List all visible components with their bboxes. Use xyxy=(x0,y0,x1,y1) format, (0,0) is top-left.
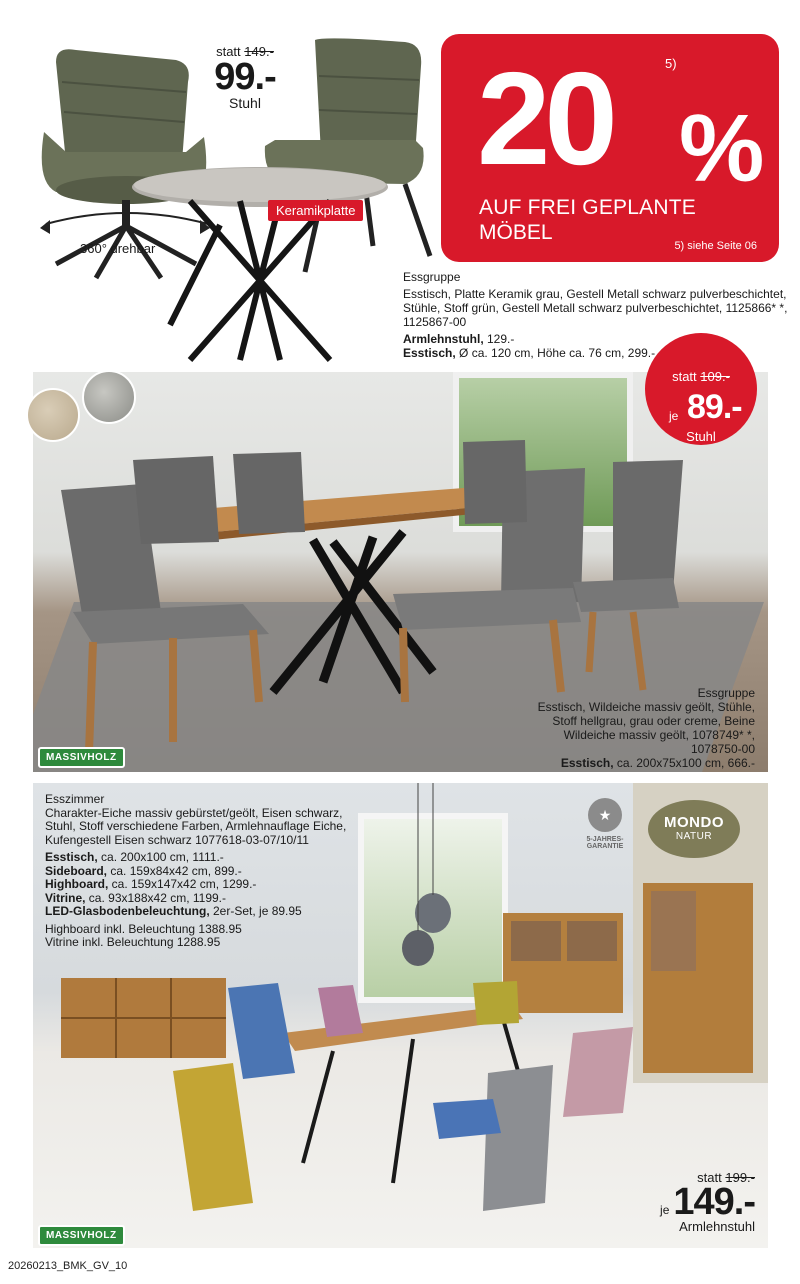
item-value: ca. 200x100 cm, 1111.- xyxy=(97,850,224,864)
current-price-line xyxy=(615,1181,755,1223)
description-heading: Esszimmer xyxy=(45,792,105,806)
keramik-badge: Keramikplatte xyxy=(268,200,363,221)
massivholz-badge: MASSIVHOLZ xyxy=(38,747,125,768)
garantie-badge xyxy=(580,798,630,850)
current-price: 99.- xyxy=(214,56,276,98)
old-price-line xyxy=(645,369,757,384)
chair-price-circle xyxy=(645,333,757,445)
footer-code: 20260213_BMK_GV_10 xyxy=(8,1260,128,1272)
promo-percent-sign: % xyxy=(679,95,765,202)
promo-line2: MÖBEL xyxy=(479,221,553,244)
promo-footnote: 5) xyxy=(665,56,677,71)
item-value: 129.- xyxy=(483,332,515,346)
item-value: 2er-Set, je 89.95 xyxy=(209,904,302,918)
bottom-product-description xyxy=(45,793,365,954)
armchair-price-block xyxy=(615,1170,755,1234)
old-price: 199.- xyxy=(725,1170,755,1185)
description-item xyxy=(535,756,755,770)
item-value: ca. 159x84x42 cm, 899.- xyxy=(107,863,242,878)
current-price: 149.- xyxy=(673,1181,755,1223)
massivholz-badge: MASSIVHOLZ xyxy=(38,1225,125,1246)
extra-line: Highboard inkl. Beleuchtung 1388.95 xyxy=(45,921,242,936)
rotate-label: 360° drehbar xyxy=(80,241,156,256)
item-label: Esstisch, xyxy=(560,756,614,770)
price-unit: Stuhl xyxy=(686,429,716,444)
garantie-line2: GARANTIE xyxy=(586,843,624,850)
middle-product-description xyxy=(535,686,755,770)
description-items xyxy=(45,851,365,919)
description-body: Esstisch, Wildeiche massiv geölt, Stühle, Stoff hellgrau, grau oder creme, Beine Wildeiche massiv geölt, 1078749* *, 1078750-00 xyxy=(537,700,755,756)
medal-icon: ★ xyxy=(588,798,622,832)
extra-line: Vitrine inkl. Beleuchtung 1288.95 xyxy=(45,935,221,949)
item-label: Esstisch, xyxy=(403,346,456,360)
mondo-logo-line2: NATUR xyxy=(675,831,713,842)
statt-label: statt xyxy=(216,44,241,59)
item-label: Highboard, xyxy=(45,877,109,891)
ceramic-table-image xyxy=(130,165,390,365)
chair-price-block xyxy=(195,44,295,111)
je-label: je xyxy=(660,1203,670,1217)
mondo-logo-line1: MONDO xyxy=(664,814,724,831)
description-heading: Essgruppe xyxy=(403,270,461,284)
price-unit: Stuhl xyxy=(229,95,261,111)
price-unit: Armlehnstuhl xyxy=(679,1219,755,1234)
description-heading-block xyxy=(45,793,365,847)
current-price: 89.- xyxy=(687,388,742,426)
item-label: Esstisch, xyxy=(45,850,98,864)
promo-line1: AUF FREI GEPLANTE xyxy=(479,196,696,219)
mondo-logo xyxy=(648,800,740,858)
item-value: ca. 200x75x100 cm, 666.- xyxy=(613,756,755,770)
garantie-line1: 5-JAHRES- xyxy=(586,836,624,843)
fabric-swatch-creme xyxy=(26,388,80,442)
item-value: ca. 159x147x42 cm, 1299.- xyxy=(108,877,257,891)
top-section xyxy=(0,0,800,372)
je-label: je xyxy=(669,409,679,423)
item-value: ca. 93x188x42 cm, 1199.- xyxy=(85,890,226,905)
description-extras xyxy=(45,923,365,950)
promo-percent-number: 20 xyxy=(477,45,612,192)
fabric-swatch-grey xyxy=(82,370,136,424)
item-label: Vitrine, xyxy=(45,890,86,905)
old-price: 109.- xyxy=(700,369,730,384)
item-label: Sideboard, xyxy=(45,863,108,878)
description-body: Esstisch, Platte Keramik grau, Gestell Metall schwarz pulverbeschichtet, Stühle, Stoff grün, Gestell Metall schwarz pulverbeschichtet, 1125866* *, 1125867-00 xyxy=(403,287,788,329)
statt-label: statt xyxy=(697,1170,722,1185)
item-label: Armlehnstuhl, xyxy=(403,332,484,346)
description-heading: Essgruppe xyxy=(697,686,755,700)
old-price: 149.- xyxy=(244,44,274,59)
promo-note: 5) siehe Seite 06 xyxy=(674,240,757,252)
statt-label: statt xyxy=(672,369,697,384)
description-body: Charakter-Eiche massiv gebürstet/geölt, Eisen schwarz, Stuhl, Stoff verschiedene Farben, Armlehnauflage Eiche, Kufengestell Eisen schwarz 1077618-03-07/10/11 xyxy=(45,805,347,847)
item-value: Ø ca. 120 cm, Höhe ca. 76 cm, 299.- xyxy=(455,346,656,360)
item-label: LED-Glasbodenbeleuchtung, xyxy=(45,904,210,918)
discount-promo-box xyxy=(441,34,779,262)
